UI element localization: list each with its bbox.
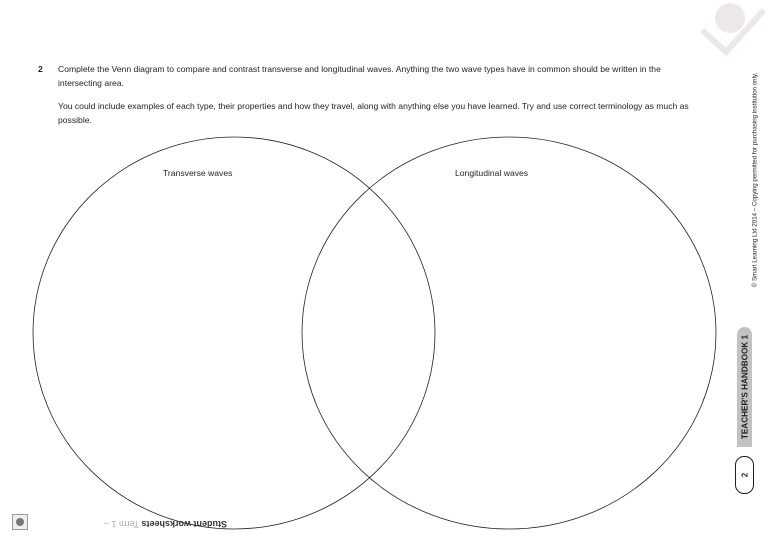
question-hint: You could include examples of each type, their properties and how they travel, along with anything else you have learned. Try and use correct terminology as much as possible.	[58, 101, 689, 125]
handbook-tab-label: TEACHER'S HANDBOOK 1	[740, 334, 749, 440]
footer	[12, 514, 227, 530]
venn-label-longitudinal: Longitudinal waves	[455, 168, 529, 178]
question-instruction: Complete the Venn diagram to compare and contrast transverse and longitudinal waves. Anything the two wave types have in common should be written in the intersecting area.	[58, 64, 661, 88]
page-number-badge	[735, 456, 754, 494]
publisher-logo-icon	[698, 0, 768, 60]
venn-circle-left[interactable]	[33, 137, 435, 529]
page-number: 2	[740, 472, 749, 478]
venn-circle-right[interactable]	[302, 137, 716, 529]
handbook-tab	[737, 327, 752, 447]
footer-term: Term 1 –	[103, 519, 139, 529]
footer-section: Student worksheets	[141, 519, 227, 529]
copyright-notice: © Smart Learning Ltd 2014 – Copying permitted for purchasing institution only.	[751, 72, 759, 288]
question-number: 2	[38, 64, 43, 74]
venn-label-transverse: Transverse waves	[163, 168, 233, 178]
